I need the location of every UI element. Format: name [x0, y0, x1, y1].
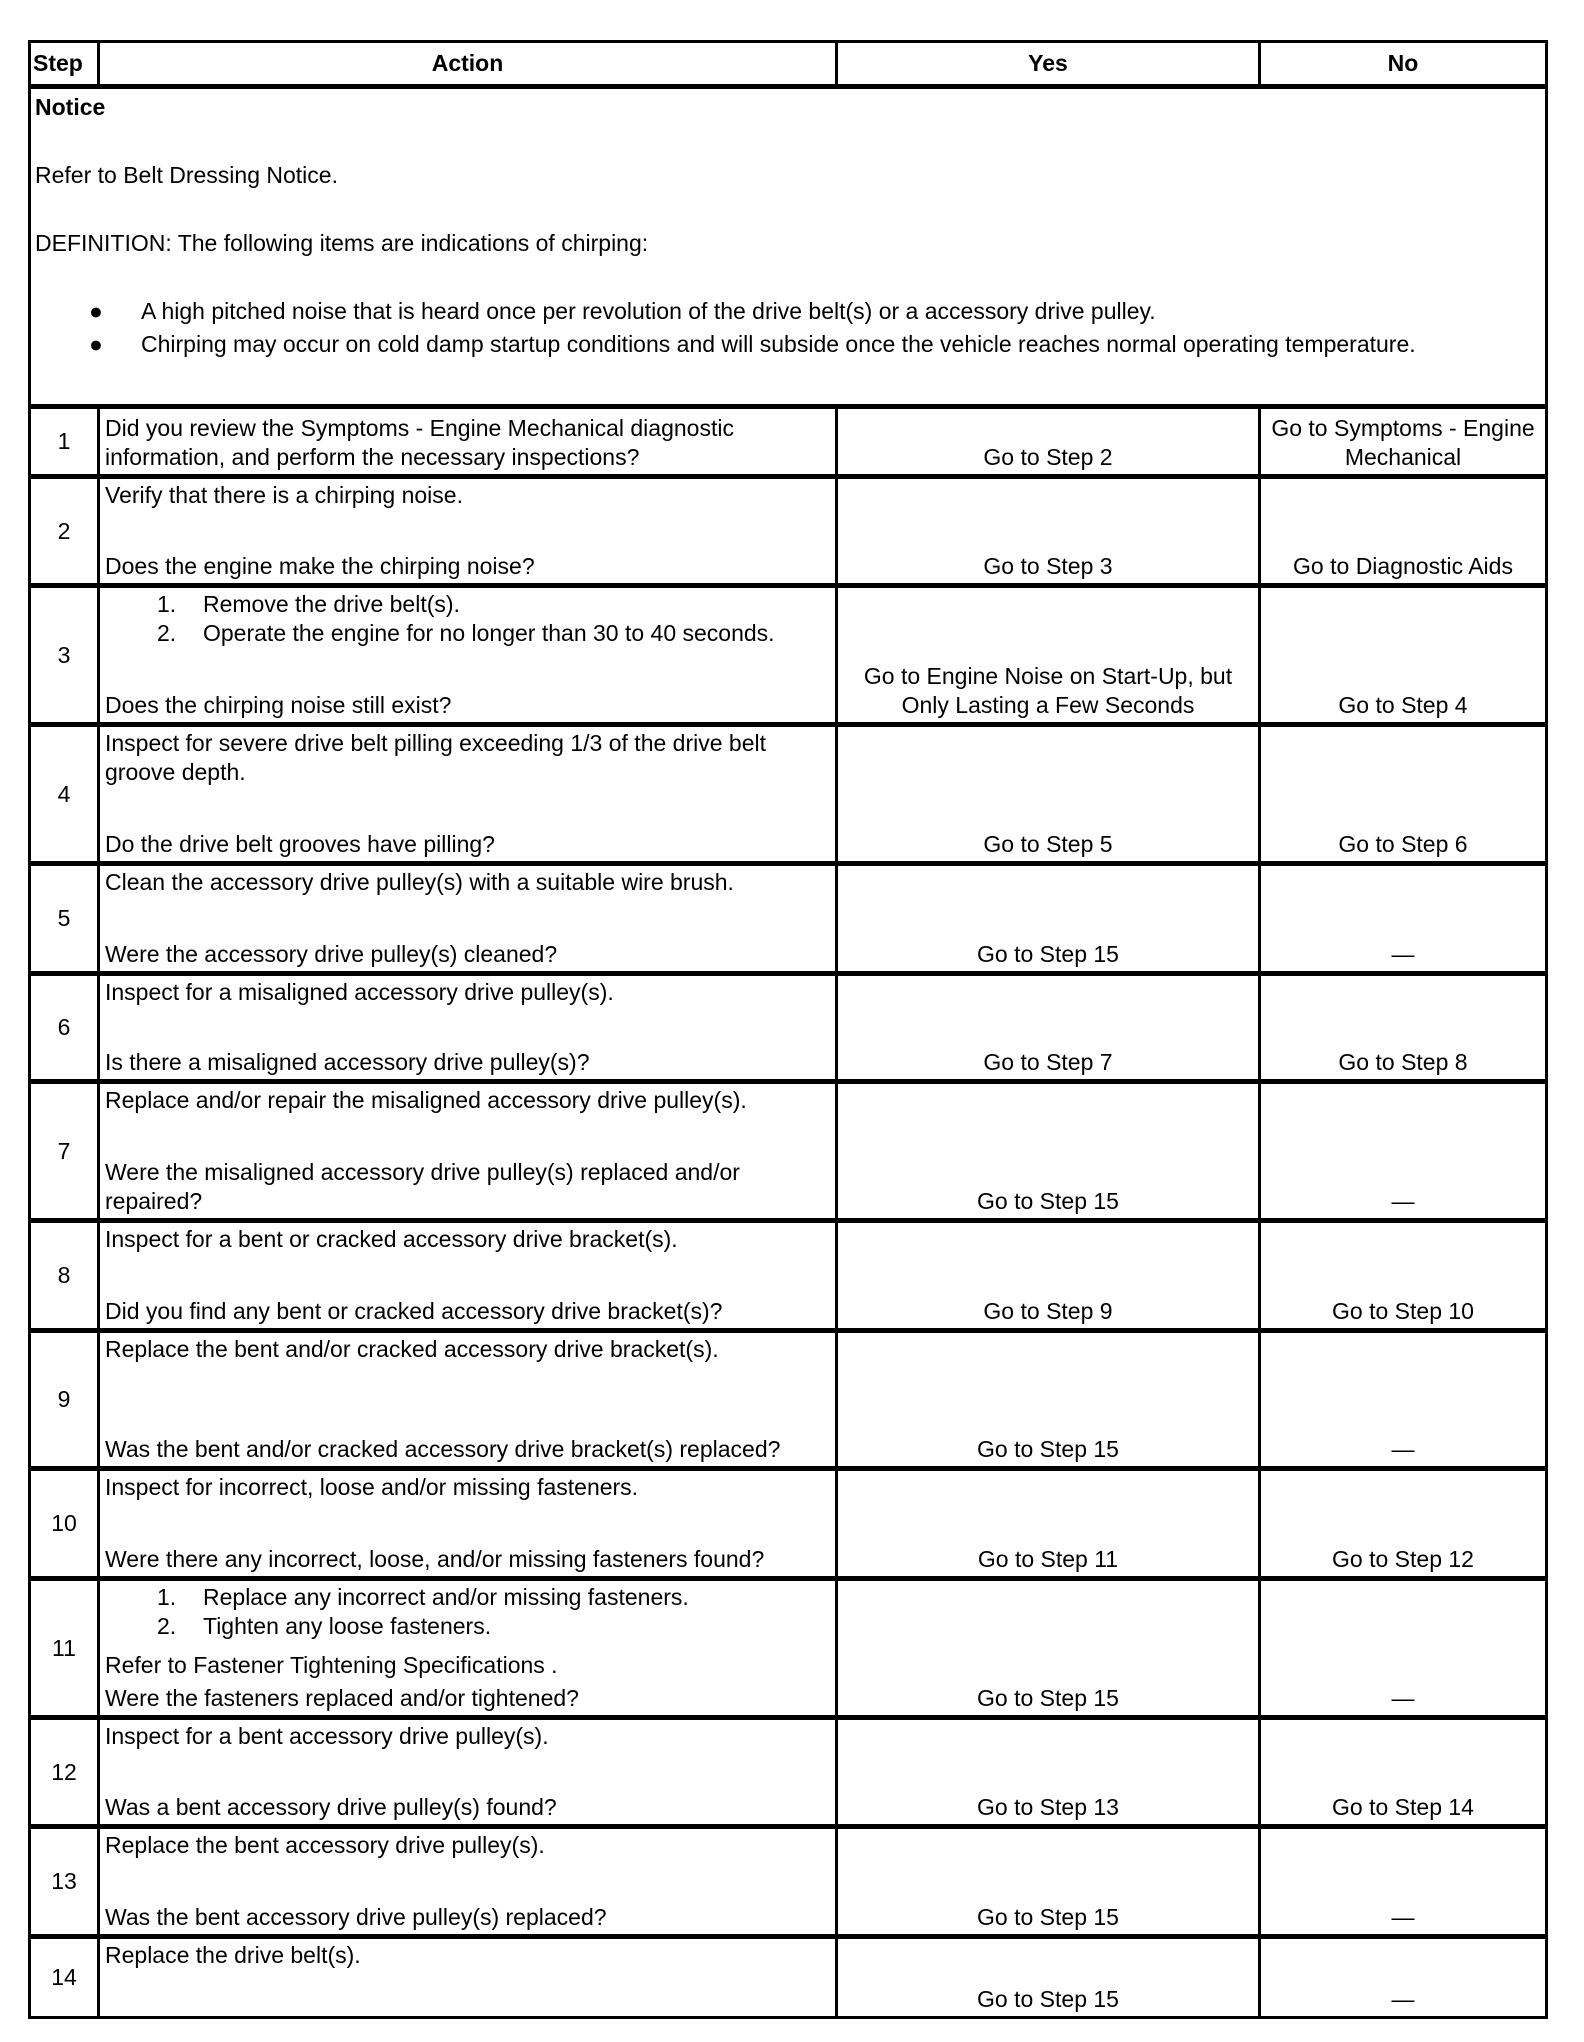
instruction-text: Inspect for incorrect, loose and/or missing fasteners. [105, 1474, 639, 1500]
action-instructions [105, 1225, 831, 1254]
sub-step-text: Replace any incorrect and/or missing fasteners. [203, 1584, 689, 1610]
notice-bullet-item [35, 330, 1541, 363]
table-row [30, 725, 1547, 864]
yes-outcome: Go to Engine Noise on Start-Up, but Only Lasting a Few Seconds [837, 586, 1260, 725]
notice-bullet-text: A high pitched noise that is heard once per revolution of the drive belt(s) or a accessory drive pulley. [141, 298, 1156, 324]
step-number: 9 [30, 1331, 99, 1469]
no-outcome: — [1260, 1827, 1547, 1937]
step-number: 12 [30, 1718, 99, 1827]
action-cell [99, 407, 837, 477]
sub-step-list [105, 1583, 831, 1641]
no-outcome: — [1260, 864, 1547, 974]
step-number: 7 [30, 1082, 99, 1221]
step-number: 10 [30, 1469, 99, 1579]
diagnostic-table-container [28, 40, 1545, 2019]
question-text: Did you review the Symptoms - Engine Mechanical diagnostic information, and perform the necessary inspections? [105, 415, 734, 470]
action-cell [99, 725, 837, 864]
instruction-text: Inspect for severe drive belt pilling exceeding 1/3 of the drive belt groove depth. [105, 730, 766, 785]
header-action: Action [99, 42, 837, 87]
question-text: Were the misaligned accessory drive pulley(s) replaced and/or repaired? [105, 1159, 740, 1214]
no-outcome: Go to Step 4 [1260, 586, 1547, 725]
yes-outcome: Go to Step 15 [837, 1827, 1260, 1937]
table-row [30, 1579, 1547, 1718]
yes-outcome: Go to Step 7 [837, 974, 1260, 1082]
instruction-text: Replace the bent accessory drive pulley(s). [105, 1832, 545, 1858]
yes-outcome: Go to Step 11 [837, 1469, 1260, 1579]
action-instructions [105, 978, 831, 1007]
question-text: Were there any incorrect, loose, and/or missing fasteners found? [105, 1546, 765, 1572]
table-row [30, 1827, 1547, 1937]
table-row [30, 1937, 1547, 2018]
sub-step-number: 1. [157, 1584, 177, 1610]
action-instructions [105, 1941, 831, 1970]
action-cell [99, 1331, 837, 1469]
step-number: 4 [30, 725, 99, 864]
yes-outcome: Go to Step 15 [837, 1579, 1260, 1718]
yes-outcome: Go to Step 2 [837, 407, 1260, 477]
table-row [30, 1082, 1547, 1221]
notice-title: Notice [35, 94, 106, 120]
instruction-text: Replace the bent and/or cracked accessory drive bracket(s). [105, 1336, 719, 1362]
table-row [30, 1331, 1547, 1469]
question-text: Does the engine make the chirping noise? [105, 553, 535, 579]
action-cell [99, 1718, 837, 1827]
bullet-icon: ● [89, 331, 103, 357]
notice-cell [30, 87, 1547, 407]
action-instructions [105, 1473, 831, 1502]
no-outcome: Go to Step 10 [1260, 1221, 1547, 1331]
instruction-text: Replace the drive belt(s). [105, 1942, 361, 1968]
action-cell [99, 1221, 837, 1331]
yes-outcome: Go to Step 13 [837, 1718, 1260, 1827]
no-outcome: Go to Diagnostic Aids [1260, 477, 1547, 586]
instruction-text: Inspect for a bent or cracked accessory drive bracket(s). [105, 1226, 678, 1252]
no-outcome: — [1260, 1937, 1547, 2018]
sub-step-number: 1. [157, 591, 177, 617]
notice-definition-text: DEFINITION: The following items are indications of chirping: [35, 230, 649, 256]
question-text: Is there a misaligned accessory drive pulley(s)? [105, 1049, 590, 1075]
action-cell [99, 1937, 837, 2018]
question-text: Was a bent accessory drive pulley(s) found? [105, 1794, 557, 1820]
notice-bullet-list [35, 297, 1541, 363]
yes-outcome: Go to Step 15 [837, 1937, 1260, 2018]
action-cell [99, 1082, 837, 1221]
action-cell [99, 477, 837, 586]
no-outcome: — [1260, 1579, 1547, 1718]
step-number: 1 [30, 407, 99, 477]
header-step: Step [30, 42, 99, 87]
instruction-text: Inspect for a misaligned accessory drive pulley(s). [105, 979, 614, 1005]
table-row [30, 974, 1547, 1082]
action-instructions [105, 1722, 831, 1751]
instruction-text: Verify that there is a chirping noise. [105, 482, 463, 508]
sub-step-list [105, 590, 831, 648]
table-row [30, 586, 1547, 725]
sub-step-item [105, 1612, 831, 1641]
instruction-text: Clean the accessory drive pulley(s) with a suitable wire brush. [105, 869, 734, 895]
action-instructions [105, 481, 831, 510]
notice-bullet-item [35, 297, 1541, 330]
question-text: Was the bent accessory drive pulley(s) replaced? [105, 1904, 607, 1930]
table-row [30, 1469, 1547, 1579]
question-text: Were the accessory drive pulley(s) cleaned? [105, 941, 558, 967]
sub-step-number: 2. [157, 620, 177, 646]
sub-step-number: 2. [157, 1613, 177, 1639]
question-text: Does the chirping noise still exist? [105, 692, 452, 718]
instruction-text: Replace and/or repair the misaligned accessory drive pulley(s). [105, 1087, 747, 1113]
reference-text: Refer to Fastener Tightening Specifications . [105, 1652, 558, 1678]
table-row [30, 1718, 1547, 1827]
action-instructions [105, 1086, 831, 1115]
action-cell [99, 1827, 837, 1937]
sub-step-text: Tighten any loose fasteners. [203, 1613, 492, 1639]
sub-step-text: Operate the engine for no longer than 30 to 40 seconds. [203, 620, 775, 646]
action-cell [99, 586, 837, 725]
yes-outcome: Go to Step 15 [837, 1082, 1260, 1221]
step-number: 2 [30, 477, 99, 586]
question-text: Do the drive belt grooves have pilling? [105, 831, 495, 857]
no-outcome: Go to Step 8 [1260, 974, 1547, 1082]
sub-step-item [105, 1583, 831, 1612]
no-outcome: — [1260, 1331, 1547, 1469]
step-number: 6 [30, 974, 99, 1082]
question-text: Were the fasteners replaced and/or tightened? [105, 1685, 579, 1711]
yes-outcome: Go to Step 15 [837, 1331, 1260, 1469]
yes-outcome: Go to Step 5 [837, 725, 1260, 864]
action-instructions [105, 1335, 831, 1364]
step-number: 13 [30, 1827, 99, 1937]
no-outcome: Go to Symptoms - Engine Mechanical [1260, 407, 1547, 477]
question-text: Did you find any bent or cracked accessory drive bracket(s)? [105, 1298, 723, 1324]
notice-row [30, 87, 1547, 407]
no-outcome: Go to Step 6 [1260, 725, 1547, 864]
action-instructions [105, 1831, 831, 1860]
sub-step-text: Remove the drive belt(s). [203, 591, 460, 617]
table-row [30, 1221, 1547, 1331]
sub-step-item [105, 619, 831, 648]
question-text: Was the bent and/or cracked accessory drive bracket(s) replaced? [105, 1436, 781, 1462]
action-instructions [105, 590, 831, 648]
action-instructions [105, 868, 831, 897]
notice-refer-text: Refer to Belt Dressing Notice. [35, 162, 338, 188]
action-instructions [105, 729, 831, 787]
diagnostic-table [28, 40, 1548, 2019]
action-cell [99, 1469, 837, 1579]
table-row [30, 864, 1547, 974]
bullet-icon: ● [89, 298, 103, 324]
action-instructions [105, 1583, 831, 1641]
no-outcome: — [1260, 1082, 1547, 1221]
action-cell [99, 864, 837, 974]
table-row [30, 407, 1547, 477]
table-header-row [30, 42, 1547, 87]
yes-outcome: Go to Step 3 [837, 477, 1260, 586]
step-number: 11 [30, 1579, 99, 1718]
action-cell [99, 1579, 837, 1718]
no-outcome: Go to Step 14 [1260, 1718, 1547, 1827]
table-row [30, 477, 1547, 586]
step-number: 5 [30, 864, 99, 974]
step-number: 3 [30, 586, 99, 725]
header-no: No [1260, 42, 1547, 87]
step-number: 14 [30, 1937, 99, 2018]
instruction-text: Inspect for a bent accessory drive pulley(s). [105, 1723, 549, 1749]
yes-outcome: Go to Step 9 [837, 1221, 1260, 1331]
sub-step-item [105, 590, 831, 619]
action-cell [99, 974, 837, 1082]
notice-bullet-text: Chirping may occur on cold damp startup conditions and will subside once the vehicle reaches normal operating temperature. [141, 331, 1416, 357]
step-number: 8 [30, 1221, 99, 1331]
no-outcome: Go to Step 12 [1260, 1469, 1547, 1579]
yes-outcome: Go to Step 15 [837, 864, 1260, 974]
header-yes: Yes [837, 42, 1260, 87]
